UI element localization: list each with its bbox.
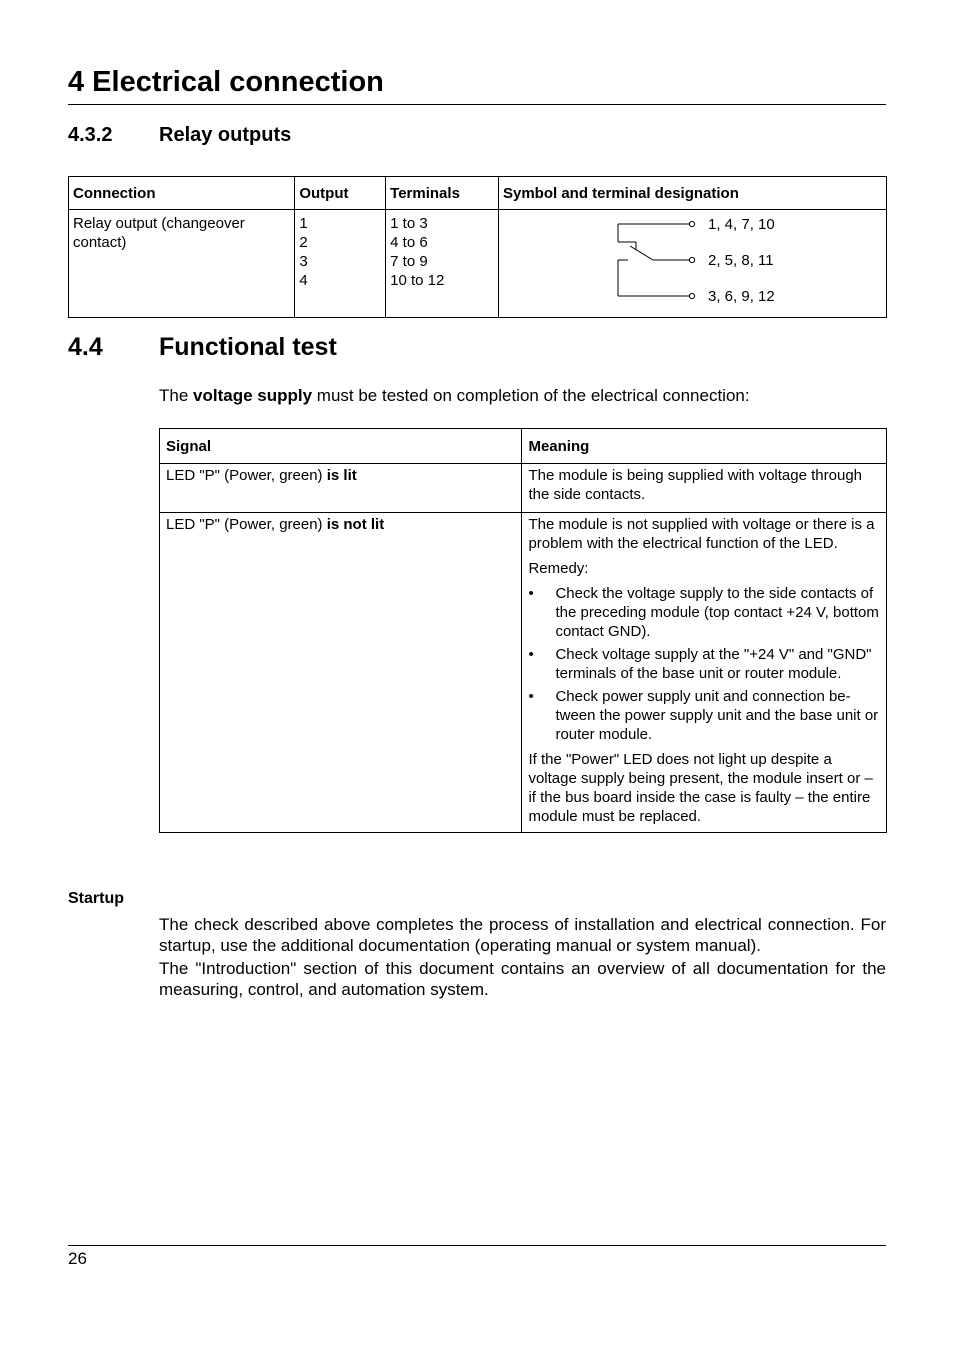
section-number-44: 4.4 (68, 333, 103, 361)
cell-connection: Relay output (changeover contact) (69, 210, 295, 318)
relay-changeover-symbol (499, 210, 886, 309)
output-item: 3 (299, 253, 308, 270)
functional-test-table (159, 428, 887, 833)
bullet-icon: • (528, 688, 534, 705)
intro-prefix: The (159, 386, 194, 405)
remedy-text: Check the voltage supply to the side contacts of the preceding module (top contact +24 V, bottom contact GND). (555, 585, 879, 640)
list-item (528, 687, 880, 744)
startup-paragraph-1: The check described above completes the process of installation and electrical connection. For startup, use the additional documentation (operating manual or system manual). (159, 915, 886, 955)
terminal-item: 1 to 3 (390, 215, 428, 232)
header-symbol: Symbol and terminal designation (498, 177, 886, 210)
header-connection: Connection (69, 177, 295, 210)
symbol-label-top: 1, 4, 7, 10 (707, 216, 775, 233)
footer-rule (68, 1245, 886, 1246)
output-item: 1 (299, 215, 308, 232)
signal-state: is not lit (326, 516, 385, 533)
output-item: 4 (299, 272, 308, 289)
cell-symbol (498, 210, 886, 318)
bullet-icon: • (528, 646, 534, 663)
startup-paragraph-2: The "Introduction" section of this document contains an overview of all documentation for the measuring, control, and automation system. (159, 959, 886, 999)
remedy-list (528, 584, 880, 744)
page-number: 26 (68, 1249, 87, 1268)
list-item (528, 584, 880, 641)
terminal-item: 4 to 6 (390, 234, 428, 251)
table-row (69, 210, 887, 318)
section-title-functional-test: Functional test (159, 333, 337, 361)
header-output: Output (295, 177, 386, 210)
cell-terminals (386, 210, 499, 318)
signal-state: is lit (326, 467, 357, 484)
bullet-icon: • (528, 585, 534, 602)
table-header-row (160, 429, 887, 464)
remedy-text: Check voltage supply at the "+24 V" and "GND" terminals of the base unit or router module. (555, 646, 872, 682)
symbol-label-middle: 2, 5, 8, 11 (707, 252, 774, 269)
cell-signal-lit (160, 464, 522, 513)
relay-outputs-table (68, 176, 887, 318)
terminal-item: 10 to 12 (390, 272, 445, 289)
header-rule (68, 104, 886, 105)
symbol-label-bottom: 3, 6, 9, 12 (707, 288, 775, 305)
list-item (528, 645, 880, 683)
table-row (160, 513, 887, 833)
meaning-intro: The module is not supplied with voltage or there is a problem with the electrical function of the LED. (528, 516, 875, 552)
section-number-432: 4.3.2 (68, 124, 113, 146)
table-header-row (69, 177, 887, 210)
signal-text: LED "P" (Power, green) (166, 516, 327, 533)
cell-meaning-not-lit (522, 513, 887, 833)
remedy-text: Check power supply unit and connection be-tween the power supply unit and the base unit or router module. (555, 688, 879, 743)
section-title-relay-outputs: Relay outputs (159, 124, 292, 146)
cell-signal-not-lit (160, 513, 522, 833)
startup-heading: Startup (68, 890, 124, 907)
header-signal: Signal (160, 429, 522, 464)
remedy-label: Remedy: (528, 560, 589, 577)
header-meaning: Meaning (522, 429, 887, 464)
terminal-item: 7 to 9 (390, 253, 428, 270)
chapter-title: 4 Electrical connection (68, 66, 384, 98)
output-item: 2 (299, 234, 308, 251)
intro-suffix: must be tested on completion of the electrical connection: (312, 386, 750, 405)
cell-meaning-lit: The module is being supplied with voltage through the side contacts. (522, 464, 887, 513)
signal-text: LED "P" (Power, green) (166, 467, 327, 484)
cell-outputs (295, 210, 386, 318)
functional-test-intro (159, 386, 750, 406)
header-terminals: Terminals (386, 177, 499, 210)
intro-bold: voltage supply (193, 386, 313, 405)
meaning-outro: If the "Power" LED does not light up despite a voltage supply being present, the module insert or – if the bus board inside the case is faulty – the entire module must be replaced. (528, 751, 873, 825)
table-row (160, 464, 887, 513)
